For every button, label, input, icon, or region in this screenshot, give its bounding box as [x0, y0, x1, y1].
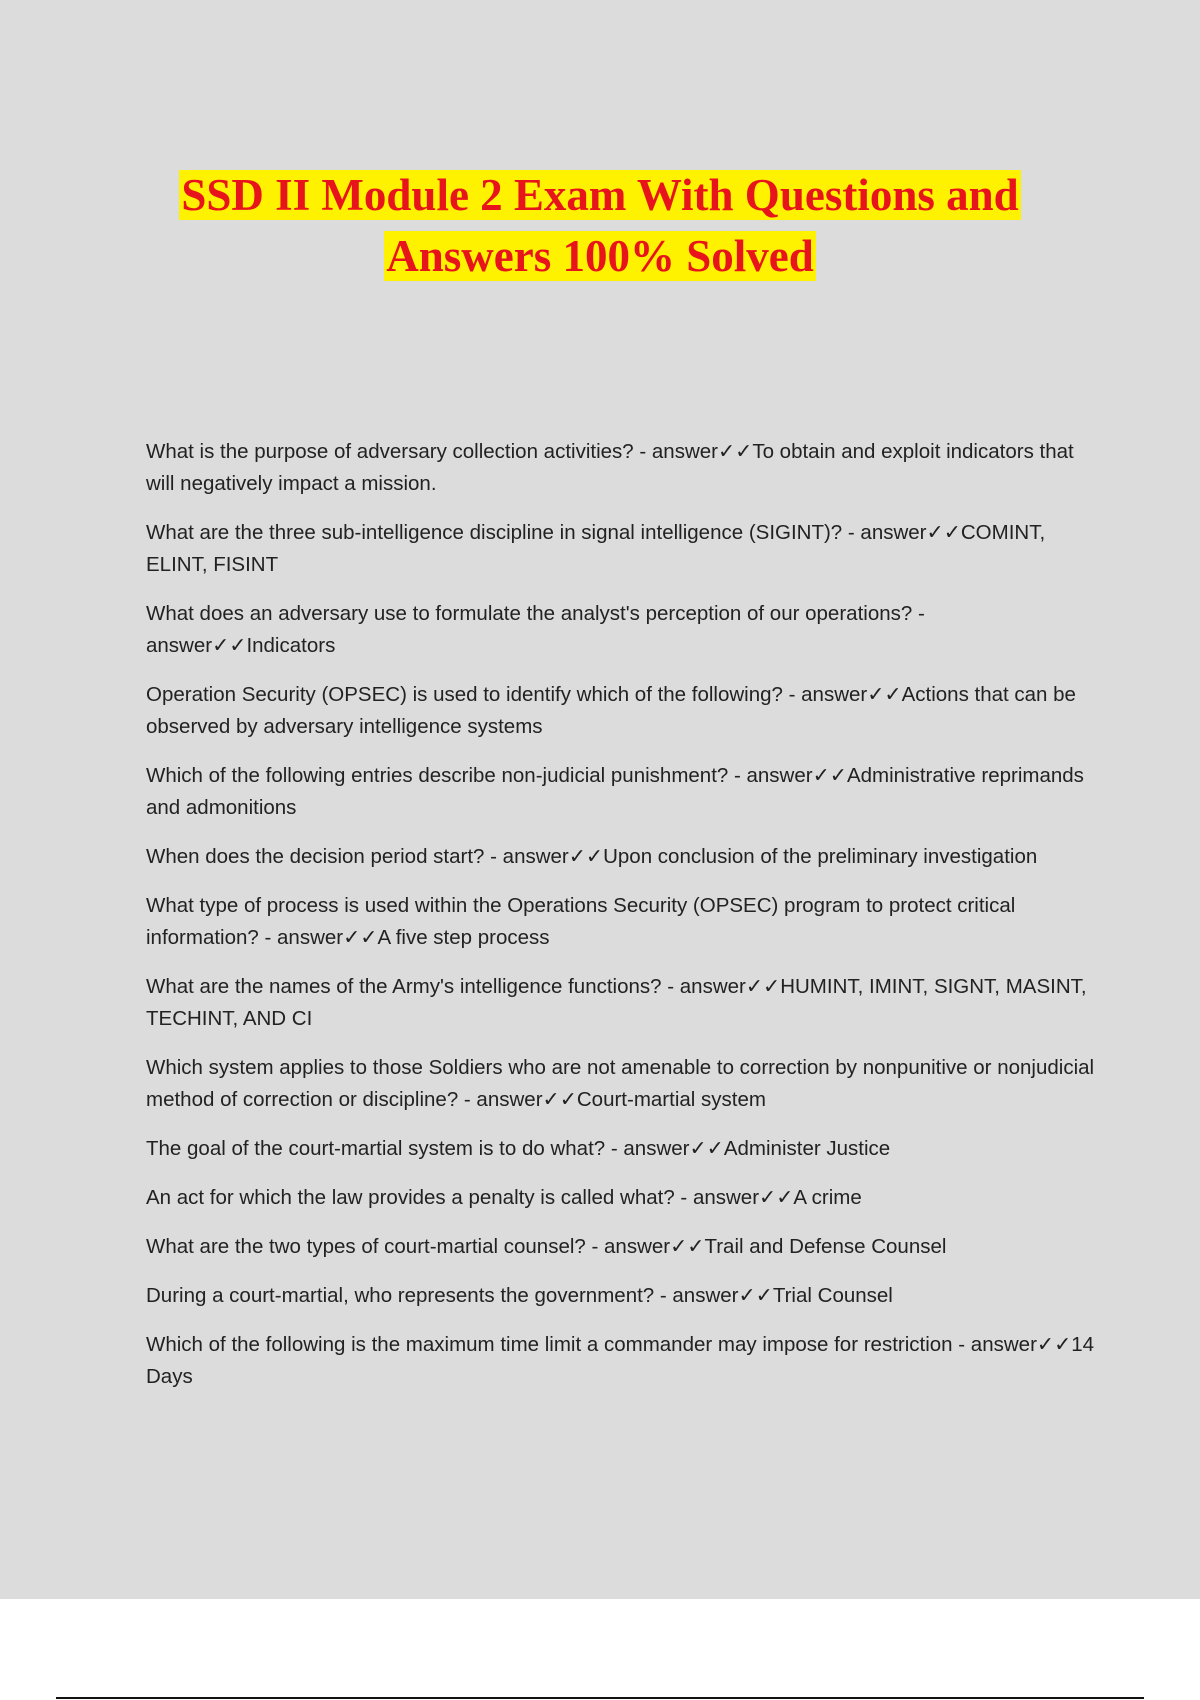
qa-item: The goal of the court-martial system is to do what? - answer✓✓Administer Justice — [146, 1137, 891, 1160]
qa-list — [146, 436, 1096, 1410]
qa-item: Which of the following entries describe non-judicial punishment? - answer✓✓Administrative reprimands and admonitions — [146, 764, 1084, 819]
document-title — [0, 165, 1200, 287]
qa-item: What are the names of the Army's intelligence functions? - answer✓✓HUMINT, IMINT, SIGNT, MASINT, TECHINT, AND CI — [146, 975, 1087, 1030]
qa-item: What is the purpose of adversary collection activities? - answer✓✓To obtain and exploit indicators that will negatively impact a mission. — [146, 440, 1074, 495]
qa-item: What are the three sub-intelligence discipline in signal intelligence (SIGINT)? - answer✓✓COMINT, ELINT, FISINT — [146, 521, 1046, 576]
title-line-2: Answers 100% Solved — [386, 231, 814, 281]
qa-item: What does an adversary use to formulate the analyst's perception of our operations? - answer✓✓Indicators — [146, 602, 925, 657]
qa-item: Which of the following is the maximum time limit a commander may impose for restriction - answer✓✓14 Days — [146, 1333, 1095, 1388]
qa-item: Which system applies to those Soldiers who are not amenable to correction by nonpunitive or nonjudicial method of correction or discipline? - answer✓✓Court-martial system — [146, 1056, 1095, 1111]
qa-item: During a court-martial, who represents the government? - answer✓✓Trial Counsel — [146, 1284, 893, 1307]
bottom-divider — [56, 1697, 1144, 1699]
qa-item: What are the two types of court-martial counsel? - answer✓✓Trail and Defense Counsel — [146, 1235, 947, 1258]
title-line-1: SSD II Module 2 Exam With Questions and — [181, 170, 1019, 220]
qa-item: An act for which the law provides a penalty is called what? - answer✓✓A crime — [146, 1186, 862, 1209]
qa-item: When does the decision period start? - answer✓✓Upon conclusion of the preliminary investigation — [146, 845, 1038, 868]
qa-item: What type of process is used within the Operations Security (OPSEC) program to protect critical information? - answer✓✓A five step process — [146, 894, 1016, 949]
qa-item: Operation Security (OPSEC) is used to identify which of the following? - answer✓✓Actions that can be observed by adversary intelligence systems — [146, 683, 1076, 738]
